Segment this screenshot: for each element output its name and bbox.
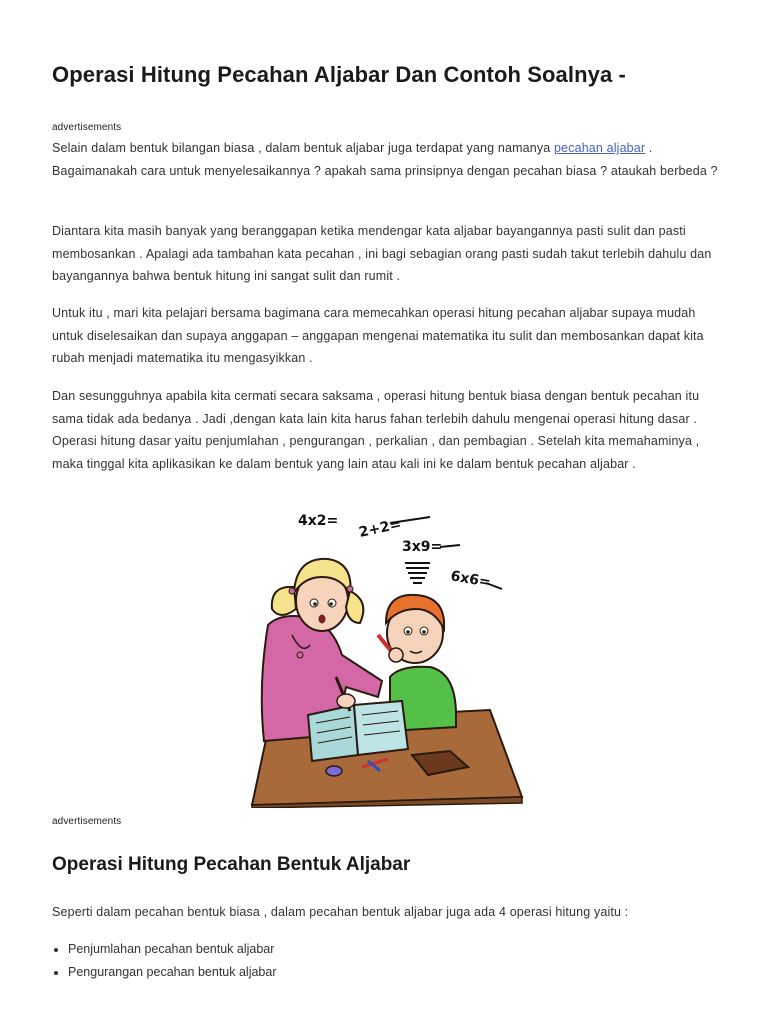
list-item: • Pengurangan pecahan bentuk aljabar [68, 961, 277, 984]
paragraph-intro [52, 137, 722, 182]
advertisement-label-2: advertisements [52, 816, 122, 827]
advertisement-label: advertisements [52, 122, 122, 133]
pecahan-aljabar-link[interactable]: pecahan aljabar [553, 141, 646, 155]
paragraph-intro-text-2: . Bagaimanakah cara untuk menyelesaikannya ? apakah sama prinsipnya dengan pecahan biasa ? ataukah berbeda ? [52, 141, 718, 178]
students-studying-illustration [250, 505, 525, 808]
list-item: • Penjumlahan pecahan bentuk aljabar [68, 938, 277, 961]
equation-text: 2+2= [357, 516, 403, 541]
equation-text: 4x2= [298, 513, 339, 529]
page-title: Operasi Hitung Pecahan Aljabar Dan Contoh Soalnya - [52, 62, 626, 87]
paragraph-4: Dan sesungguhnya apabila kita cermati secara saksama , operasi hitung bentuk biasa dengan bentuk pecahan itu sama tidak ada bedanya . Jadi ,dengan kata lain kita harus fahan terlebih dahulu mengenai operasi hitung dasar . Operasi hitung dasar yaitu penjumlahan , pengurangan , perkalian , dan pembagian . Setelah kita memahaminya , maka tinggal kita aplikasikan ke dalam bentuk yang lain atau kali ini ke dalam bentuk pecahan aljabar . [52, 389, 700, 471]
paragraph-intro-text-1: Selain dalam bentuk bilangan biasa , dalam bentuk aljabar juga terdapat yang namanya [52, 141, 554, 155]
paragraph-3: Untuk itu , mari kita pelajari bersama bagimana cara memecahkan operasi hitung pecahan aljabar supaya mudah untuk diselesaikan dan supaya anggapan – anggapan mengenai matematika itu sulit dan membosankan dapat kita rubah menjadi matematika itu mengasyikkan . [52, 306, 704, 365]
section-heading: Operasi Hitung Pecahan Bentuk Aljabar [52, 854, 411, 875]
section-intro: Seperti dalam pecahan bentuk biasa , dalam pecahan bentuk aljabar juga ada 4 operasi hitung yaitu : [52, 905, 629, 919]
equation-text: 6x6= [449, 568, 492, 591]
operations-list [52, 938, 277, 983]
paragraph-2: Diantara kita masih banyak yang beranggapan ketika mendengar kata aljabar bayangannya pasti sulit dan pasti membosankan . Apalagi ada tambahan kata pecahan , ini bagi sebagian orang pasti sudah takut terlebih dahulu dan bayangannya bahwa bentuk hitung ini sangat sulit dan rumit . [52, 224, 712, 283]
equation-text: 3x9= [402, 539, 443, 555]
